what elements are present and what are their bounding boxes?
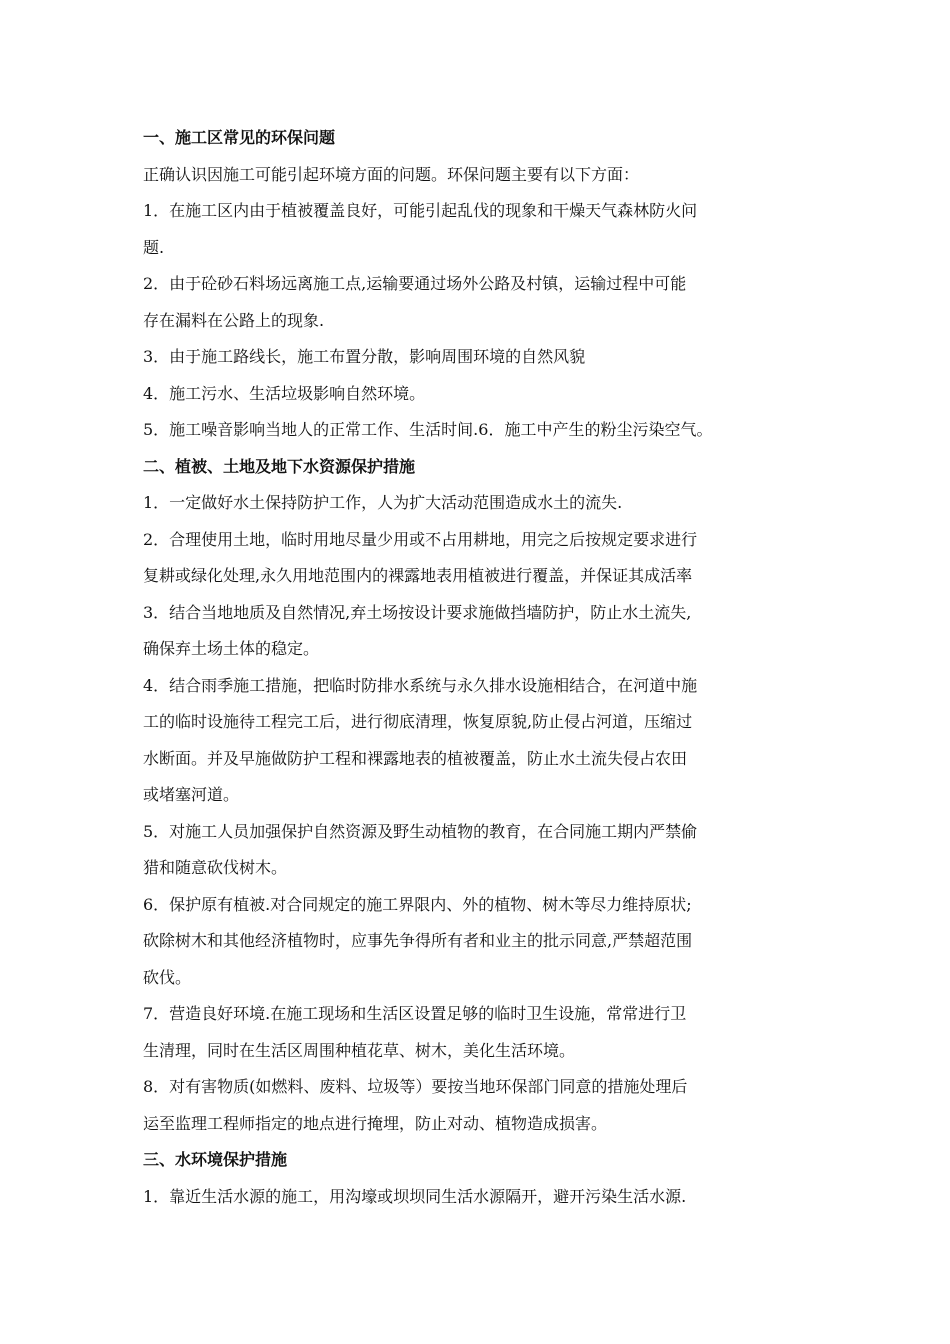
text-line: 2．合理使用土地，临时用地尽量少用或不占用耕地，用完之后按规定要求进行 — [143, 529, 698, 549]
text-line: 8．对有害物质(如燃料、废料、垃圾等）要按当地环保部门同意的措施处理后 — [143, 1077, 688, 1096]
text-line: 4．施工污水、生活垃圾影响自然环境。 — [143, 383, 426, 403]
text-line: 复耕或绿化处理,永久用地范围内的裸露地表用植被进行覆盖，并保证其成活率 — [143, 566, 693, 585]
text-line: 6．保护原有植被.对合同规定的施工界限内、外的植物、树木等尽力维持原状; — [143, 894, 692, 914]
text-line: 3．由于施工路线长，施工布置分散，影响周围环境的自然风貌 — [143, 347, 586, 366]
text-line: 工的临时设施待工程完工后，进行彻底清理，恢复原貌,防止侵占河道，压缩过 — [143, 712, 693, 731]
text-line: 题. — [143, 237, 165, 257]
text-line: 正确认识因施工可能引起环境方面的问题。环保问题主要有以下方面： — [143, 164, 640, 184]
text-line: 1．在施工区内由于植被覆盖良好，可能引起乱伐的现象和干燥天气森林防火问 — [143, 201, 698, 220]
text-line: 4．结合雨季施工措施，把临时防排水系统与永久排水设施相结合，在河道中施 — [143, 675, 698, 695]
text-line: 生清理，同时在生活区周围种植花草、树木，美化生活环境。 — [143, 1040, 576, 1060]
text-line: 7．营造良好环境.在施工现场和生活区设置足够的临时卫生设施，常常进行卫 — [143, 1004, 687, 1023]
text-line: 存在漏料在公路上的现象. — [143, 310, 325, 330]
text-line: 运至监理工程师指定的地点进行掩埋，防止对动、植物造成损害。 — [143, 1113, 608, 1133]
document-body — [143, 120, 833, 1215]
text-line: 1．靠近生活水源的施工，用沟壕或坝坝同生活水源隔开，避开污染生活水源. — [143, 1186, 687, 1206]
section-heading: 三、水环境保护措施 — [143, 1150, 288, 1169]
text-line: 砍伐。 — [143, 967, 192, 987]
section-heading: 一、施工区常见的环保问题 — [143, 128, 336, 147]
text-line: 或堵塞河道。 — [143, 785, 240, 804]
text-line: 5．施工噪音影响当地人的正常工作、生活时间.6．施工中产生的粉尘污染空气。 — [143, 420, 713, 439]
text-line: 猎和随意砍伐树木。 — [143, 858, 288, 877]
text-line: 确保弃土场土体的稳定。 — [143, 639, 320, 658]
text-line: 1．一定做好水土保持防护工作，人为扩大活动范围造成水土的流失. — [143, 493, 623, 512]
text-line: 3．结合当地地质及自然情况,弃土场按设计要求施做挡墙防护，防止水土流失, — [143, 602, 692, 622]
text-line: 5．对施工人员加强保护自然资源及野生动植物的教育，在合同施工期内严禁偷 — [143, 821, 698, 841]
text-line: 砍除树木和其他经济植物时，应事先争得所有者和业主的批示同意,严禁超范围 — [143, 931, 693, 950]
text-line: 2．由于砼砂石料场远离施工点,运输要通过场外公路及村镇，运输过程中可能 — [143, 274, 687, 293]
section-heading: 二、植被、土地及地下水资源保护措施 — [143, 456, 416, 476]
text-line: 水断面。并及早施做防护工程和裸露地表的植被覆盖，防止水土流失侵占农田 — [143, 748, 688, 768]
